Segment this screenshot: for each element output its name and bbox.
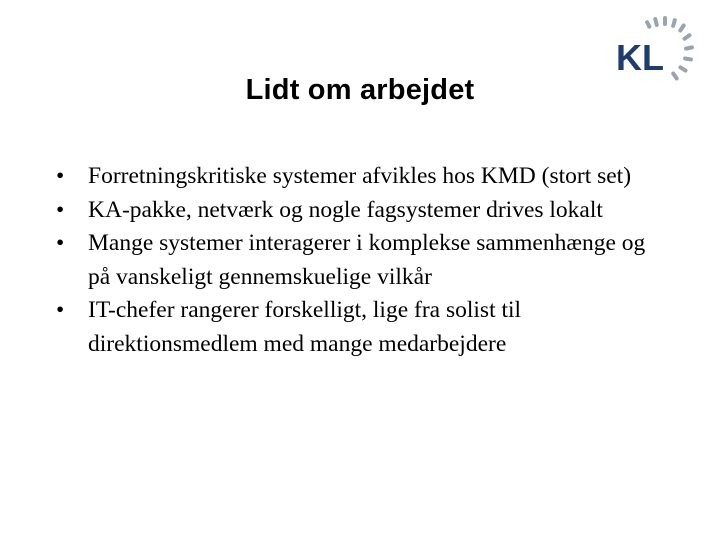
bullet-marker: • — [56, 196, 65, 223]
logo-text: KL — [616, 37, 664, 78]
bullet-item — [56, 194, 666, 228]
bullet-text: Forretningskritiske systemer afvikles hos KMD (stort set) — [88, 163, 632, 189]
bullet-marker: • — [56, 230, 65, 256]
bullet-item — [56, 294, 666, 361]
bullet-list — [56, 160, 666, 361]
slide-title — [0, 74, 720, 107]
bullet-marker: • — [56, 297, 65, 323]
bullet-text: Mange systemer interagerer i komplekse sammenhænge og på vanskeligt gennemskuelige vilkår — [88, 230, 646, 290]
slide-title-text: Lidt om arbejdet — [245, 74, 475, 106]
bullet-item — [56, 160, 666, 194]
bullet-item — [56, 227, 666, 294]
bullet-marker: • — [56, 163, 65, 189]
bullet-text: IT-chefer rangerer forskelligt, lige fra solist til direktionsmedlem med mange medarbejdere — [88, 297, 522, 357]
bullet-text: KA-pakke, netværk og nogle fagsystemer drives lokalt — [88, 196, 603, 223]
